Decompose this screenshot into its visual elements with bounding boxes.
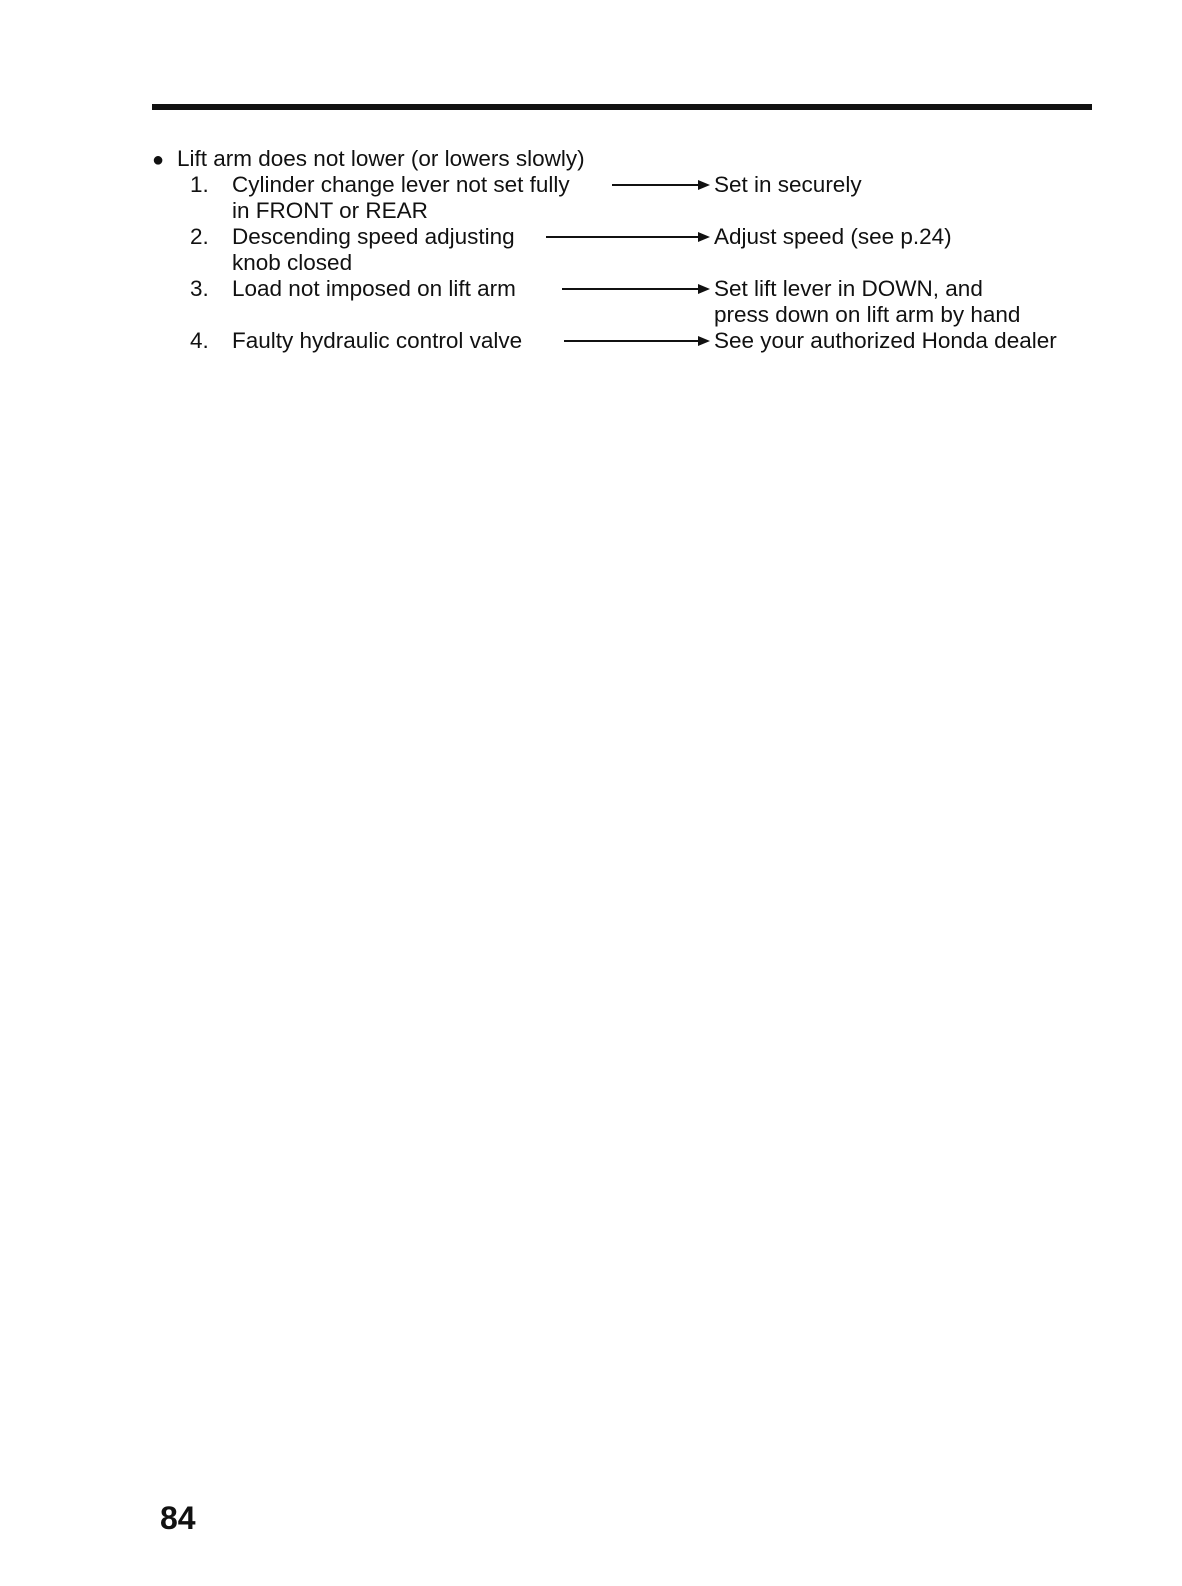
item-number: 4.	[190, 328, 209, 353]
section-heading	[152, 146, 585, 173]
troubleshooting-section	[0, 0, 1182, 400]
cause-line: Load not imposed on lift arm	[232, 276, 516, 301]
remedy-line: Adjust speed (see p.24)	[714, 224, 952, 249]
item-cause	[232, 328, 522, 354]
arrow-icon	[546, 232, 710, 242]
remedy-line: See your authorized Honda dealer	[714, 328, 1057, 353]
remedy-line: Set in securely	[714, 172, 862, 197]
cause-line: knob closed	[232, 250, 353, 275]
arrow-icon	[562, 284, 710, 294]
item-remedy	[714, 224, 952, 250]
arrow-icon	[564, 336, 710, 346]
item-remedy	[714, 328, 1057, 354]
item-cause	[232, 172, 570, 224]
item-number: 2.	[190, 224, 209, 249]
heading-text: Lift arm does not lower (or lowers slowly)	[177, 146, 585, 171]
cause-line: Cylinder change lever not set fully	[232, 172, 570, 197]
item-remedy	[714, 172, 862, 198]
cause-line: in FRONT or REAR	[232, 198, 428, 223]
item-cause	[232, 276, 516, 302]
remedy-line: press down on lift arm by hand	[714, 302, 1021, 327]
page-number: 84	[160, 1500, 196, 1536]
cause-line: Descending speed adjusting	[232, 224, 515, 249]
bullet-icon: ●	[152, 149, 165, 171]
arrow-icon	[612, 180, 710, 190]
remedy-line: Set lift lever in DOWN, and	[714, 276, 983, 301]
cause-line: Faulty hydraulic control valve	[232, 328, 523, 353]
item-number: 3.	[190, 276, 209, 301]
item-cause	[232, 224, 515, 276]
item-remedy	[714, 276, 1020, 328]
item-number: 1.	[190, 172, 209, 197]
